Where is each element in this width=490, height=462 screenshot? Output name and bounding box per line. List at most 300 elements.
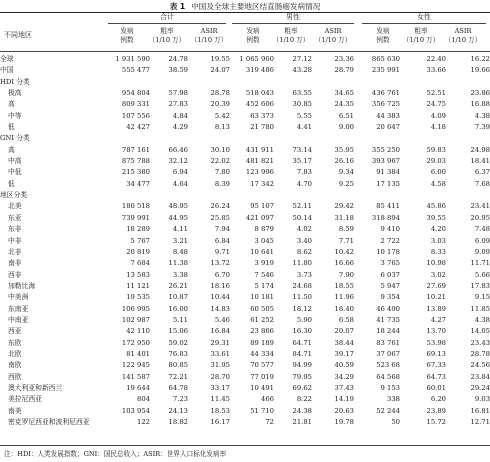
table-cell: 27.69	[426, 281, 446, 290]
table-cell: 24.75	[426, 100, 446, 109]
group-underline	[232, 23, 354, 24]
table-cell: 9 410	[380, 225, 400, 234]
table-cell: 5.42	[214, 111, 230, 120]
table-cell: 24.35	[334, 100, 354, 109]
region-label: 澳大利亚和新西兰	[8, 383, 63, 392]
table-cell: 84.71	[292, 349, 312, 358]
table-row	[0, 99, 490, 110]
region-label: 美拉尼西亚	[8, 395, 42, 404]
table-cell: 24.13	[168, 406, 188, 415]
table-cell: 51 710	[250, 406, 274, 415]
table-cell: 63.55	[292, 89, 312, 98]
table-cell: 6.94	[172, 168, 188, 177]
table-cell: 103 954	[121, 406, 150, 415]
table-cell: 17 135	[376, 179, 400, 188]
table-cell: 8.22	[296, 395, 312, 404]
col-header-asir: ASIR （1/10 万）	[314, 27, 352, 44]
table-cell: 35.17	[292, 157, 312, 166]
table-cell: 28.78	[470, 349, 490, 358]
region-label: 北美	[8, 202, 22, 211]
table-row	[0, 383, 490, 394]
table-cell: 14.83	[210, 304, 230, 313]
table-cell: 4.27	[430, 315, 446, 324]
table-cell: 39.55	[426, 213, 446, 222]
table-cell: 10.87	[168, 293, 188, 302]
table-cell: 19.78	[334, 418, 354, 426]
table-cell: 7.94	[214, 225, 230, 234]
table-cell: 24.98	[470, 145, 490, 154]
table-cell: 5 947	[380, 281, 400, 290]
table-cell: 215 380	[121, 168, 150, 177]
table-cell: 27.83	[168, 100, 188, 109]
table-cell: 172 950	[121, 338, 150, 347]
table-row	[0, 292, 490, 303]
table-cell: 3.40	[296, 236, 312, 245]
table-cell: 33.66	[426, 66, 446, 75]
table-cell: 18 244	[376, 327, 400, 336]
section-row	[0, 133, 490, 144]
table-cell: 3.38	[172, 270, 188, 279]
table-row	[0, 360, 490, 371]
table-cell: 1 065 960	[239, 55, 274, 63]
region-label: 北欧	[8, 349, 22, 358]
table-cell: 64.73	[426, 372, 446, 381]
table-cell: 518 043	[245, 89, 274, 98]
table-row	[0, 167, 490, 178]
table-cell: 16.17	[210, 418, 230, 426]
table-row	[0, 65, 490, 76]
table-cell: 48.95	[168, 202, 188, 211]
table-cell: 7 546	[254, 270, 274, 279]
table-cell: 43.28	[292, 66, 312, 75]
group-header-male: 男性	[286, 13, 300, 21]
table-cell: 787 161	[121, 145, 150, 154]
table-cell: 89 189	[250, 338, 274, 347]
table-cell: 739 991	[121, 213, 150, 222]
table-cell: 9 153	[380, 383, 400, 392]
table-cell: 17.83	[470, 281, 490, 290]
table-cell: 13.70	[426, 327, 446, 336]
table-cell: 60 505	[250, 304, 274, 313]
header-rule	[0, 51, 490, 52]
table-row	[0, 213, 490, 224]
table-cell: 23 866	[250, 327, 274, 336]
section-row	[0, 190, 490, 201]
col-header-asir: ASIR （1/10 万）	[190, 27, 228, 44]
table-cell: 20.63	[334, 406, 354, 415]
table-note: 注：HDI：人类发展指数；GNI：国民总收入；ASIR：世界人口标化发病率	[4, 450, 227, 458]
table-cell: 9.00	[338, 123, 354, 132]
table-cell: 38.44	[334, 338, 354, 347]
region-label: 极高	[8, 89, 22, 98]
table-row	[0, 304, 490, 315]
table-cell: 4.11	[172, 225, 188, 234]
section-label: HDI 分类	[0, 77, 30, 86]
region-label: 全球	[0, 55, 14, 63]
table-cell: 16.88	[470, 100, 490, 109]
col-header-asir: ASIR （1/10 万）	[444, 27, 482, 44]
table-cell: 12.71	[470, 418, 490, 426]
table-cell: 319 486	[245, 66, 274, 75]
table-cell: 17 342	[250, 179, 274, 188]
region-label: 南非	[8, 259, 22, 268]
table-cell: 3 765	[380, 259, 400, 268]
table-cell: 79.95	[292, 372, 312, 381]
table-cell: 29.03	[426, 157, 446, 166]
table-cell: 18.55	[334, 281, 354, 290]
table-row	[0, 326, 490, 337]
table-cell: 318 894	[371, 213, 400, 222]
table-cell: 16.00	[168, 304, 188, 313]
table-cell: 3 045	[254, 236, 274, 245]
table-cell: 4.09	[430, 111, 446, 120]
table-cell: 523 68	[376, 361, 400, 370]
table-cell: 18.82	[168, 418, 188, 426]
table-cell: 29.24	[470, 383, 490, 392]
table-cell: 53.98	[426, 338, 446, 347]
section-row	[0, 77, 490, 88]
table-cell: 4.70	[296, 179, 312, 188]
table-cell: 64.71	[292, 338, 312, 347]
table-cell: 10 641	[250, 247, 274, 256]
table-cell: 18 289	[126, 225, 150, 234]
region-label: 东欧	[8, 338, 22, 347]
table-cell: 19 644	[126, 383, 150, 392]
region-label: 西亚	[8, 327, 22, 336]
table-cell: 18.41	[470, 157, 490, 166]
table-cell: 39.17	[334, 349, 354, 358]
table-cell: 10 181	[250, 293, 274, 302]
table-cell: 22.40	[426, 55, 446, 63]
table-cell: 7.90	[338, 270, 354, 279]
region-label: 西非	[8, 270, 22, 279]
table-cell: 44.95	[168, 213, 188, 222]
table-cell: 83 761	[376, 338, 400, 347]
table-cell: 436 761	[371, 89, 400, 98]
table-row	[0, 236, 490, 247]
table-cell: 61 252	[250, 315, 274, 324]
table-row	[0, 372, 490, 383]
table-cell: 23.41	[470, 202, 490, 211]
table-cell: 28.79	[334, 66, 354, 75]
table-cell: 8.39	[214, 179, 230, 188]
table-cell: 11.80	[292, 259, 312, 268]
data-table	[0, 54, 490, 428]
table-cell: 431 911	[245, 145, 274, 154]
table-cell: 23.36	[334, 55, 354, 63]
bottom-rule	[0, 445, 490, 446]
table-cell: 23.89	[426, 406, 446, 415]
table-cell: 4.58	[430, 179, 446, 188]
table-row	[0, 349, 490, 360]
table-cell: 3.02	[430, 270, 446, 279]
table-cell: 11.45	[210, 395, 230, 404]
table-cell: 60.01	[426, 383, 446, 392]
table-cell: 8.33	[430, 247, 446, 256]
col-header-cases: 发病 例数	[120, 27, 134, 44]
table-cell: 3 919	[254, 259, 274, 268]
table-cell: 13.89	[426, 304, 446, 313]
table-cell: 6.70	[214, 270, 230, 279]
section-label: GNI 分类	[0, 134, 30, 143]
table-cell: 6.20	[430, 395, 446, 404]
region-label: 西欧	[8, 372, 22, 381]
table-cell: 52 244	[376, 406, 400, 415]
table-cell: 7.80	[214, 168, 230, 177]
table-cell: 6.09	[474, 236, 490, 245]
table-cell: 52.11	[292, 202, 312, 211]
region-label: 密克罗尼西亚和波利尼西亚	[8, 418, 90, 426]
table-cell: 91 384	[376, 168, 400, 177]
table-cell: 77 019	[250, 372, 274, 381]
table-cell: 6 037	[380, 270, 400, 279]
col-header-crude-rate: 粗率 （1/10 万）	[272, 27, 310, 44]
table-cell: 466	[261, 395, 274, 404]
table-cell: 50.14	[292, 213, 312, 222]
table-cell: 24.38	[292, 406, 312, 415]
table-number: 表 1	[169, 2, 186, 11]
table-row	[0, 224, 490, 235]
table-cell: 64.78	[168, 383, 188, 392]
table-cell: 10.21	[426, 293, 446, 302]
table-cell: 804	[137, 395, 150, 404]
table-cell: 33.17	[210, 383, 230, 392]
table-row	[0, 156, 490, 167]
table-cell: 14.19	[334, 395, 354, 404]
table-cell: 80.85	[168, 361, 188, 370]
table-cell: 26.16	[334, 157, 354, 166]
table-cell: 37.43	[334, 383, 354, 392]
table-cell: 95 107	[250, 202, 274, 211]
table-cell: 122 945	[121, 361, 150, 370]
table-cell: 67.33	[426, 361, 446, 370]
table-cell: 15.06	[168, 327, 188, 336]
table-cell: 6.51	[338, 111, 354, 120]
table-cell: 6.84	[214, 236, 230, 245]
table-cell: 8 879	[254, 225, 274, 234]
table-cell: 18.53	[210, 406, 230, 415]
group-header-female: 女性	[417, 13, 431, 21]
table-cell: 5 174	[254, 281, 274, 290]
table-cell: 8.62	[296, 247, 312, 256]
table-row	[0, 122, 490, 133]
table-cell: 4.02	[296, 225, 312, 234]
table-caption: 中国及全球主要地区结直肠癌发病情况	[191, 2, 321, 11]
table-cell: 356 725	[371, 100, 400, 109]
table-cell: 41 735	[376, 315, 400, 324]
table-cell: 10.98	[426, 259, 446, 268]
table-cell: 5.46	[214, 315, 230, 324]
table-row	[0, 270, 490, 281]
region-label: 低	[8, 123, 15, 132]
table-cell: 72.21	[168, 372, 188, 381]
table-cell: 19.55	[210, 55, 230, 63]
region-label: 东南亚	[8, 304, 29, 313]
table-cell: 122	[137, 418, 150, 426]
table-cell: 16.22	[470, 55, 490, 63]
table-cell: 85 411	[376, 202, 400, 211]
table-cell: 26.24	[210, 202, 230, 211]
table-cell: 7.48	[474, 225, 490, 234]
table-cell: 73.14	[292, 145, 312, 154]
table-cell: 4.29	[172, 123, 188, 132]
group-header-total: 合计	[160, 13, 174, 21]
table-cell: 3.73	[296, 270, 312, 279]
table-cell: 11.50	[292, 293, 312, 302]
table-cell: 10.44	[210, 293, 230, 302]
table-cell: 9.25	[338, 179, 354, 188]
table-cell: 16.81	[470, 406, 490, 415]
region-label: 加勒比海	[8, 281, 36, 290]
table-cell: 7.39	[474, 123, 490, 132]
table-cell: 31.18	[334, 213, 354, 222]
table-cell: 20.95	[470, 213, 490, 222]
table-cell: 9.09	[474, 247, 490, 256]
table-cell: 5.66	[474, 270, 490, 279]
table-cell: 22.02	[210, 157, 230, 166]
table-cell: 7 684	[130, 259, 150, 268]
table-cell: 23.84	[470, 372, 490, 381]
table-cell: 38.59	[168, 66, 188, 75]
region-label: 南欧	[8, 361, 22, 370]
table-cell: 33.61	[210, 349, 230, 358]
table-cell: 20.39	[210, 100, 230, 109]
table-cell: 64 568	[376, 372, 400, 381]
table-row	[0, 315, 490, 326]
table-cell: 5 767	[130, 236, 150, 245]
table-cell: 355 250	[371, 145, 400, 154]
table-cell: 37 067	[376, 349, 400, 358]
table-cell: 50	[391, 418, 400, 426]
table-cell: 555 477	[121, 66, 150, 75]
table-cell: 29.42	[334, 202, 354, 211]
table-cell: 7.23	[172, 395, 188, 404]
table-cell: 11.38	[168, 259, 188, 268]
region-label: 高	[8, 100, 15, 109]
table-cell: 14.05	[470, 327, 490, 336]
table-cell: 9.71	[214, 247, 230, 256]
table-cell: 23.86	[470, 89, 490, 98]
table-cell: 46 490	[376, 304, 400, 313]
table-cell: 4.38	[474, 315, 490, 324]
table-cell: 16.66	[334, 259, 354, 268]
table-cell: 44 383	[376, 111, 400, 120]
table-cell: 29.31	[210, 338, 230, 347]
table-cell: 4.41	[296, 123, 312, 132]
region-column-header: 不同地区	[4, 31, 32, 39]
table-cell: 180 518	[121, 202, 150, 211]
table-row	[0, 88, 490, 99]
table-cell: 106 995	[121, 304, 150, 313]
region-label: 东非	[8, 225, 22, 234]
table-row	[0, 111, 490, 122]
col-header-crude-rate: 粗率 （1/10 万）	[402, 27, 440, 44]
table-cell: 66.46	[168, 145, 188, 154]
table-cell: 452 606	[245, 100, 274, 109]
table-title	[0, 2, 490, 12]
table-cell: 11 121	[126, 281, 150, 290]
table-row	[0, 247, 490, 258]
table-cell: 7.68	[474, 179, 490, 188]
table-cell: 11.71	[470, 259, 490, 268]
table-cell: 34.65	[334, 89, 354, 98]
table-row	[0, 394, 490, 405]
region-label: 北非	[8, 247, 22, 256]
table-cell: 2 722	[380, 236, 400, 245]
table-cell: 69.62	[292, 383, 312, 392]
table-cell: 59.83	[426, 145, 446, 154]
table-cell: 57.98	[168, 89, 188, 98]
table-cell: 76.83	[168, 349, 188, 358]
table-cell: 809 331	[121, 100, 150, 109]
col-header-cases: 发病 例数	[376, 27, 390, 44]
table-cell: 10 491	[250, 383, 274, 392]
section-label: 地区分类	[0, 191, 28, 200]
table-cell: 4.20	[430, 225, 446, 234]
table-cell: 123 996	[245, 168, 274, 177]
table-cell: 32.12	[168, 157, 188, 166]
table-row	[0, 145, 490, 156]
table-cell: 42 110	[126, 327, 150, 336]
table-cell: 7.71	[338, 236, 354, 245]
table-cell: 5.11	[172, 315, 188, 324]
table-cell: 5.90	[296, 315, 312, 324]
table-cell: 393 967	[371, 157, 400, 166]
table-cell: 16.30	[292, 327, 312, 336]
table-cell: 10.42	[334, 247, 354, 256]
table-row	[0, 417, 490, 428]
region-label: 中等	[8, 111, 22, 120]
table-cell: 81 401	[126, 349, 150, 358]
table-cell: 45.86	[426, 202, 446, 211]
table-cell: 24.68	[292, 281, 312, 290]
table-cell: 18.40	[334, 304, 354, 313]
region-label: 东亚	[8, 213, 22, 222]
table-cell: 5.55	[296, 111, 312, 120]
table-cell: 18.16	[210, 281, 230, 290]
table-cell: 11.85	[470, 304, 490, 313]
table-cell: 42 427	[126, 123, 150, 132]
table-cell: 4.18	[430, 123, 446, 132]
table-cell: 40.59	[334, 361, 354, 370]
table-cell: 8.59	[338, 225, 354, 234]
region-label: 中南亚	[8, 315, 29, 324]
table-cell: 6.37	[474, 168, 490, 177]
table-cell: 421 097	[245, 213, 274, 222]
table-cell: 31.95	[210, 361, 230, 370]
table-cell: 26.21	[168, 281, 188, 290]
table-cell: 8.13	[214, 123, 230, 132]
table-cell: 9.15	[474, 293, 490, 302]
region-label: 中高	[8, 157, 22, 166]
table-cell: 21.81	[292, 418, 312, 426]
table-row	[0, 54, 490, 65]
table-cell: 52.51	[426, 89, 446, 98]
table-cell: 25.85	[210, 213, 230, 222]
table-cell: 19 535	[126, 293, 150, 302]
table-cell: 44 334	[250, 349, 274, 358]
table-cell: 235 991	[371, 66, 400, 75]
table-cell: 34 477	[126, 179, 150, 188]
region-label: 中美洲	[8, 293, 29, 302]
region-label: 中低	[8, 168, 22, 177]
table-cell: 28.70	[210, 372, 230, 381]
table-cell: 24.07	[210, 66, 230, 75]
table-cell: 4.84	[172, 111, 188, 120]
table-cell: 19.66	[470, 66, 490, 75]
table-cell: 3.03	[430, 236, 446, 245]
group-underline	[362, 23, 486, 24]
